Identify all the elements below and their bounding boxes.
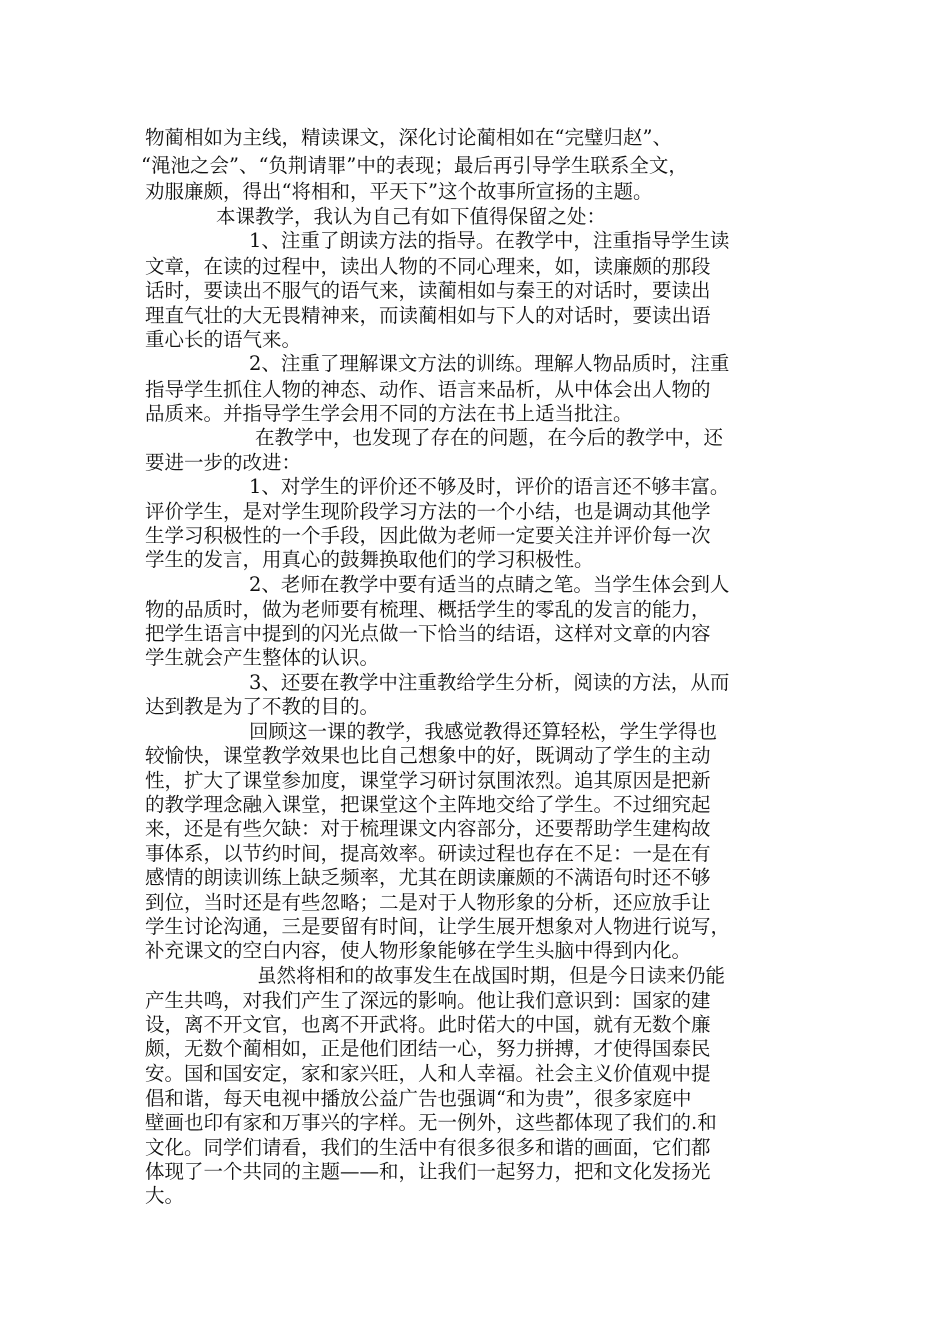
text-line: 性，扩大了课堂参加度，课堂学习研讨氛围浓烈。追其原因是把新 [145, 769, 711, 792]
text-line: 理直气壮的大无畏精神来，而读蔺相如与下人的对话时，要读出语 [145, 304, 711, 327]
text-line: 达到教是为了不教的目的。 [145, 695, 380, 718]
text-line: 物蔺相如为主线，精读课文，深化讨论蔺相如在“完璧归赵”、 [145, 126, 672, 149]
text-line: 劝服廉颇，得出“将相和，平天下”这个故事所宣扬的主题。 [145, 180, 653, 203]
text-line: 文化。同学们请看，我们的生活中有很多很多和谐的画面，它们都 [145, 1136, 711, 1159]
text-line: 学生的发言，用真心的鼓舞换取他们的学习积极性。 [145, 548, 594, 571]
text-line: 要进一步的改进： [145, 451, 302, 474]
text-line: 文章，在读的过程中，读出人物的不同心理来，如，读廉颇的那段 [145, 255, 711, 278]
text-line: 1、注重了朗读方法的指导。在教学中，注重指导学生读 [249, 229, 730, 252]
text-line: 虽然将相和的故事发生在战国时期，但是今日读来仍能 [257, 964, 726, 987]
text-line: 大。 [145, 1184, 185, 1207]
text-line: 指导学生抓住人物的神态、动作、语言来品析，从中体会出人物的 [145, 378, 711, 401]
text-line: 安。国和国安定，家和家兴旺，人和人幸福。社会主义价值观中提 [145, 1062, 711, 1085]
text-line: 较愉快，课堂教学效果也比自己想象中的好，既调动了学生的主动 [145, 744, 711, 767]
text-line: 2、老师在教学中要有适当的点睛之笔。当学生体会到人 [249, 573, 730, 596]
text-line: 1、对学生的评价还不够及时，评价的语言还不够丰富。 [249, 475, 730, 498]
text-line: 产生共鸣，对我们产生了深远的影响。他让我们意识到：国家的建 [145, 989, 711, 1012]
text-line: 把学生语言中提到的闪光点做一下恰当的结语，这样对文章的内容 [145, 622, 711, 645]
text-line: 设，离不开文官，也离不开武将。此时偌大的中国，就有无数个廉 [145, 1013, 711, 1036]
text-line: 来，还是有些欠缺：对于梳理课文内容部分，还要帮助学生建构故 [145, 817, 711, 840]
text-line: 评价学生，是对学生现阶段学习方法的一个小结，也是调动其他学 [145, 500, 711, 523]
text-line: 品质来。并指导学生学会用不同的方法在书上适当批注。 [145, 402, 633, 425]
text-line: 回顾这一课的教学，我感觉教得还算轻松，学生学得也 [249, 720, 718, 743]
text-line: 2、注重了理解课文方法的训练。理解人物品质时，注重 [249, 352, 730, 375]
text-line: 事体系，以节约时间，提高效率。研读过程也存在不足：一是在有 [145, 842, 711, 865]
text-line: 生学习积极性的一个手段，因此做为老师一定要关注并评价每一次 [145, 524, 711, 547]
text-line: 本课教学，我认为自己有如下值得保留之处： [216, 205, 607, 228]
text-line: 学生讨论沟通，三是要留有时间，让学生展开想象对人物进行说写， [145, 915, 731, 938]
text-line: 壁画也印有家和万事兴的字样。无一例外，这些都体现了我们的.和 [145, 1111, 717, 1134]
text-line: 学生就会产生整体的认识。 [145, 646, 380, 669]
text-line: 颇，无数个蔺相如，正是他们团结一心，努力拼搏，才使得国泰民 [145, 1037, 711, 1060]
text-line: 倡和谐，每天电视中播放公益广告也强调“和为贵”，很多家庭中 [145, 1087, 692, 1110]
text-line: 补充课文的空白内容，使人物形象能够在学生头脑中得到内化。 [145, 939, 692, 962]
text-line: 感情的朗读训练上缺乏频率，尤其在朗读廉颇的不满语句时还不够 [145, 866, 711, 889]
text-line: 的教学理念融入课堂，把课堂这个主阵地交给了学生。不过细究起 [145, 793, 711, 816]
text-line: 物的品质时，做为老师要有梳理、概括学生的零乱的发言的能力， [145, 598, 711, 621]
text-line: 在教学中，也发现了存在的问题，在今后的教学中，还 [255, 426, 724, 449]
text-line: “渑池之会”、“负荆请罪”中的表现；最后再引导学生联系全文， [141, 154, 688, 177]
text-line: 话时，要读出不服气的语气来，读蔺相如与秦王的对话时，要读出 [145, 279, 711, 302]
text-line: 体现了一个共同的主题——和，让我们一起努力，把和文化发扬光 [145, 1160, 711, 1183]
text-line: 重心长的语气来。 [145, 328, 302, 351]
text-line: 3、还要在教学中注重教给学生分析，阅读的方法，从而 [249, 671, 730, 694]
text-line: 到位，当时还是有些忽略；二是对于人物形象的分析，还应放手让 [145, 891, 711, 914]
